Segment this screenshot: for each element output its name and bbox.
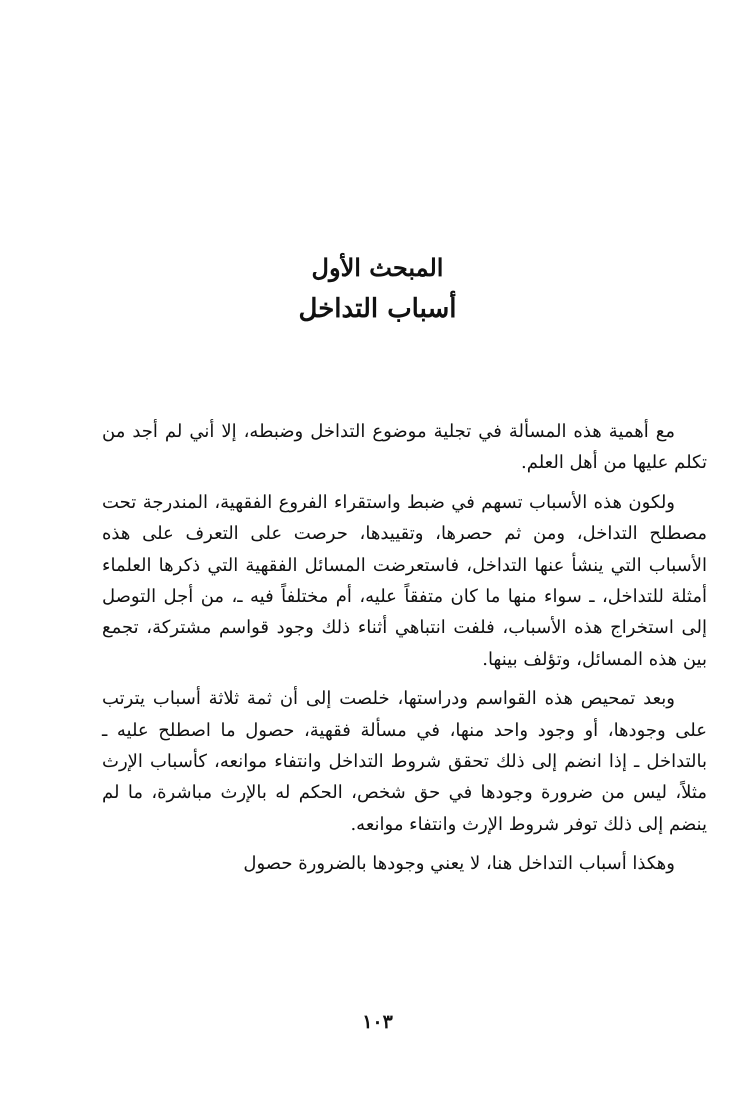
paragraph: ولكون هذه الأسباب تسهم في ضبط واستقراء الفروع الفقهية، المندرجة تحت مصطلح التداخل، ومن ثم حصرها، وتقييدها، حرصت على التعرف على هذه الأسباب التي ينشأ عنها التداخل، فاستعرضت المسائل الفقهية التي ذكرها العلماء أمثلة للتداخل، ـ سواء منها ما كان متفقاً عليه، أم مختلفاً فيه ـ، من أجل التوصل إلى استخراج هذه الأسباب، فلفت انتباهي أثناء ذلك وجود قواسم مشتركة، تجمع بين هذه المسائل، وتؤلف بينها. — [102, 491, 707, 670]
paragraph: مع أهمية هذه المسألة في تجلية موضوع التداخل وضبطه، إلا أني لم أجد من تكلم عليها من أهل العلم. — [102, 421, 707, 474]
chapter-title: المبحث الأول — [311, 253, 444, 282]
chapter-subtitle: أسباب التداخل — [298, 294, 457, 324]
body-text — [102, 416, 707, 880]
page-number: ١٠٣ — [362, 1011, 393, 1033]
paragraph: وهكذا أسباب التداخل هنا، لا يعني وجودها بالضرورة حصول — [243, 853, 675, 875]
paragraph: وبعد تمحيص هذه القواسم ودراستها، خلصت إلى أن ثمة ثلاثة أسباب يترتب على وجودها، أو وجود واحد منها، في مسألة فقهية، حصول ما اصطلح عليه ـ بالتداخل ـ إذا انضم إلى ذلك تحقق شروط التداخل وانتفاء موانعه، كأسباب الإرث مثلاً، ليس من ضرورة وجودها في حق شخص، الحكم له بالإرث مباشرة، ما لم ينضم إلى ذلك توفر شروط الإرث وانتفاء موانعه. — [102, 688, 707, 835]
